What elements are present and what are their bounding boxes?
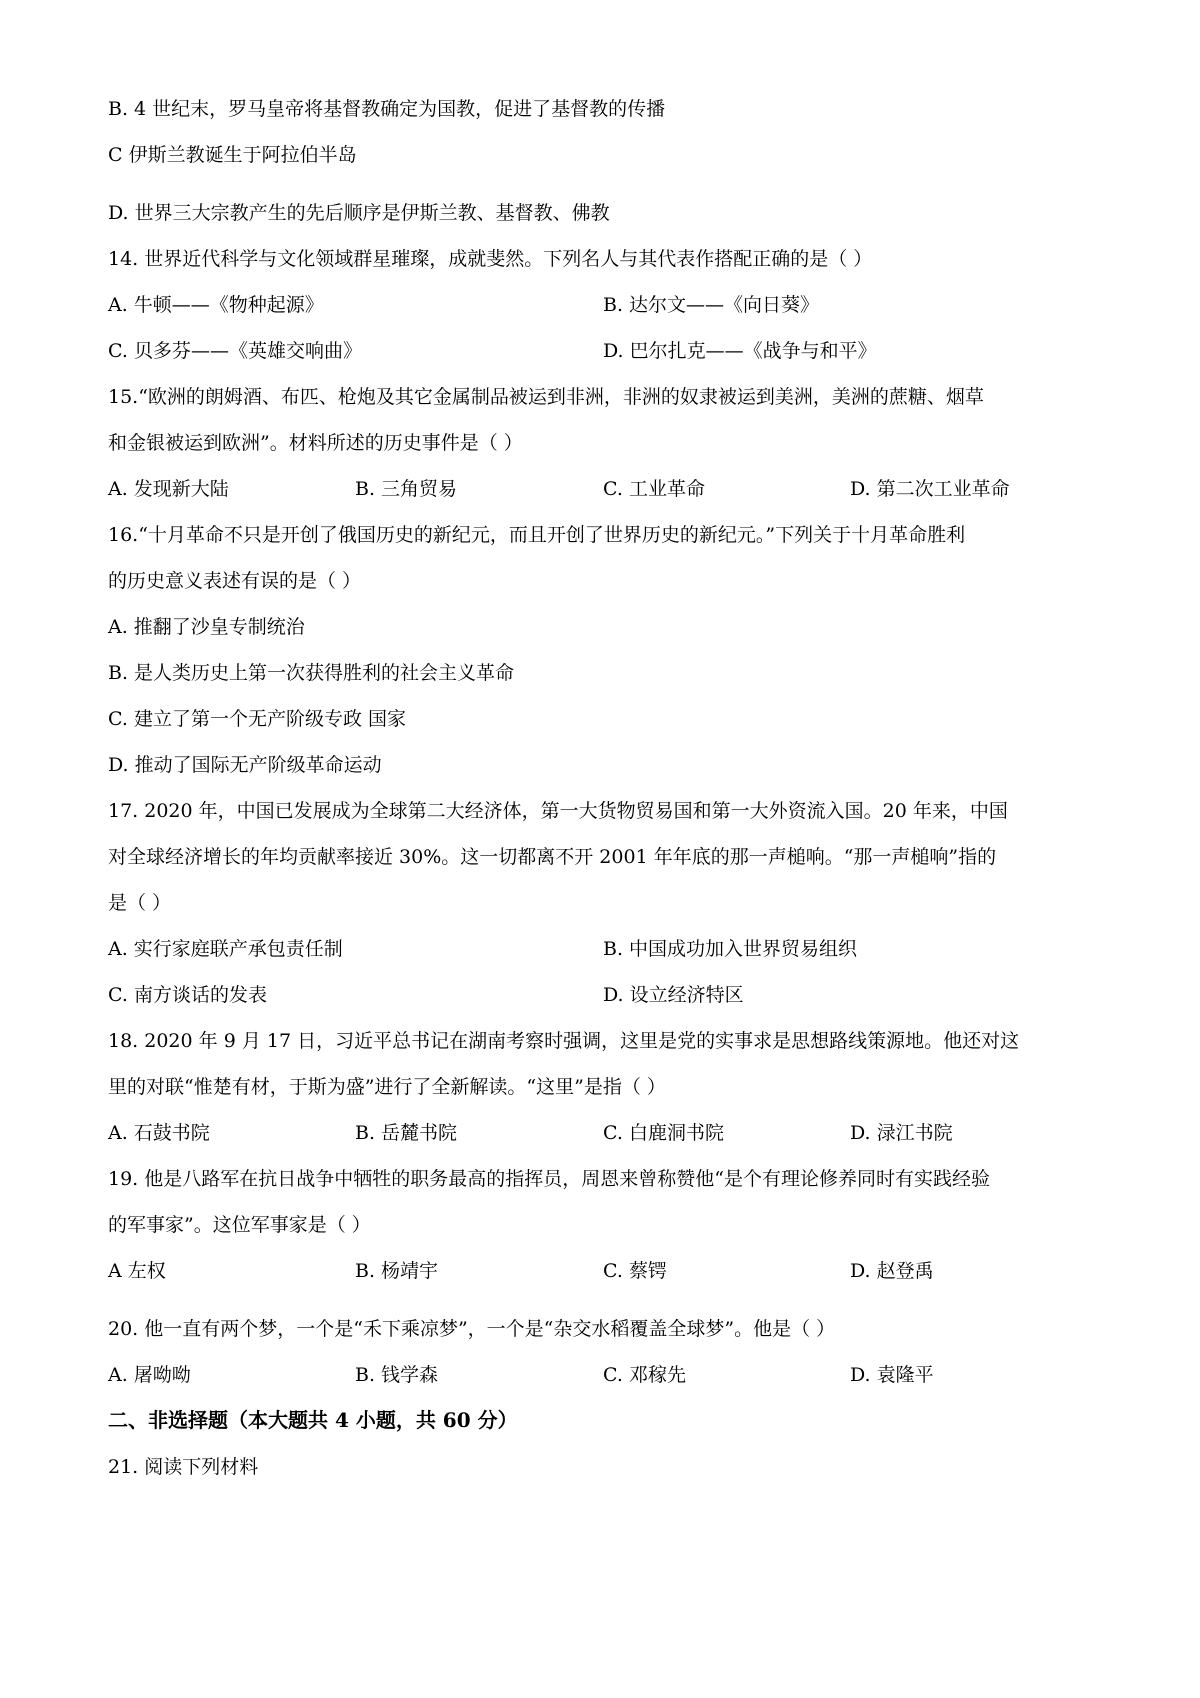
q18-option-d: D. 渌江书院 — [850, 1122, 953, 1144]
q19-option-d: D. 赵登禹 — [850, 1260, 934, 1282]
q17-stem-line1: 17. 2020 年，中国已发展成为全球第二大经济体，第一大货物贸易国和第一大外资流入国。20 年来，中国 — [108, 800, 1008, 822]
q15-option-d: D. 第二次工业革命 — [850, 478, 1010, 500]
q17-option-c: C. 南方谈话的发表 — [108, 984, 267, 1006]
q19-stem-line1: 19. 他是八路军在抗日战争中牺牲的职务最高的指挥员，周恩来曾称赞他“是个有理论修养同时有实践经验 — [108, 1168, 990, 1190]
q15-stem-line2: 和金银被运到欧洲”。材料所述的历史事件是（ ） — [108, 432, 523, 454]
q20-option-b: B. 钱学森 — [355, 1364, 439, 1386]
q15-option-c: C. 工业革命 — [603, 478, 705, 500]
q16-option-a: A. 推翻了沙皇专制统治 — [108, 616, 305, 638]
q14-stem: 14. 世界近代科学与文化领域群星璀璨，成就斐然。下列名人与其代表作搭配正确的是（ ） — [108, 248, 873, 270]
q19-option-a: A 左权 — [108, 1260, 166, 1282]
q19-stem-line2: 的军事家”。这位军事家是（ ） — [108, 1214, 371, 1236]
q16-stem-line2: 的历史意义表述有误的是（ ） — [108, 570, 362, 592]
q13-option-c: C 伊斯兰教诞生于阿拉伯半岛 — [108, 144, 357, 166]
q20-option-c: C. 邓稼先 — [603, 1364, 686, 1386]
q14-option-d: D. 巴尔扎克——《战争与和平》 — [603, 340, 877, 362]
q20-option-d: D. 袁隆平 — [850, 1364, 934, 1386]
q15-option-b: B. 三角贸易 — [355, 478, 458, 500]
q14-option-b: B. 达尔文——《向日葵》 — [603, 294, 820, 316]
q18-stem-line1: 18. 2020 年 9 月 17 日，习近平总书记在湖南考察时强调，这里是党的实事求是思想路线策源地。他还对这 — [108, 1030, 1020, 1052]
q15-option-a: A. 发现新大陆 — [108, 478, 229, 500]
q13-option-d: D. 世界三大宗教产生的先后顺序是伊斯兰教、基督教、佛教 — [108, 202, 610, 224]
q14-option-a: A. 牛顿——《物种起源》 — [108, 294, 324, 316]
q19-option-b: B. 杨靖宇 — [355, 1260, 439, 1282]
q17-option-d: D. 设立经济特区 — [603, 984, 744, 1006]
q15-stem-line1: 15.“欧洲的朗姆酒、布匹、枪炮及其它金属制品被运到非洲，非洲的奴隶被运到美洲，美洲的蔗糖、烟草 — [108, 386, 984, 408]
q17-option-b: B. 中国成功加入世界贸易组织 — [603, 938, 858, 960]
q17-stem-line3: 是（ ） — [108, 892, 172, 914]
q20-stem: 20. 他一直有两个梦，一个是“禾下乘凉梦”，一个是“杂交水稻覆盖全球梦”。他是（ ） — [108, 1318, 836, 1340]
q21-stem: 21. 阅读下列材料 — [108, 1456, 259, 1478]
q17-option-a: A. 实行家庭联产承包责任制 — [108, 938, 343, 960]
q16-option-c: C. 建立了第一个无产阶级专政 国家 — [108, 708, 406, 730]
q18-option-c: C. 白鹿洞书院 — [603, 1122, 724, 1144]
q13-option-b: B. 4 世纪末，罗马皇帝将基督教确定为国教，促进了基督教的传播 — [108, 98, 666, 120]
q14-option-c: C. 贝多芬——《英雄交响曲》 — [108, 340, 362, 362]
q20-option-a: A. 屠呦呦 — [108, 1364, 191, 1386]
q16-stem-line1: 16.“十月革命不只是开创了俄国历史的新纪元，而且开创了世界历史的新纪元。”下列关于十月革命胜利 — [108, 524, 966, 546]
q19-option-c: C. 蔡锷 — [603, 1260, 667, 1282]
q18-option-a: A. 石鼓书院 — [108, 1122, 210, 1144]
section-2-title: 二、非选择题（本大题共 4 小题，共 60 分） — [108, 1408, 518, 1432]
q17-stem-line2: 对全球经济增长的年均贡献率接近 30%。这一切都离不开 2001 年年底的那一声槌响。“那一声槌响”指的 — [108, 846, 997, 868]
q16-option-b: B. 是人类历史上第一次获得胜利的社会主义革命 — [108, 662, 515, 684]
q18-stem-line2: 里的对联“惟楚有材，于斯为盛”进行了全新解读。“这里”是指（ ） — [108, 1076, 666, 1098]
q18-option-b: B. 岳麓书院 — [355, 1122, 458, 1144]
q16-option-d: D. 推动了国际无产阶级革命运动 — [108, 754, 382, 776]
